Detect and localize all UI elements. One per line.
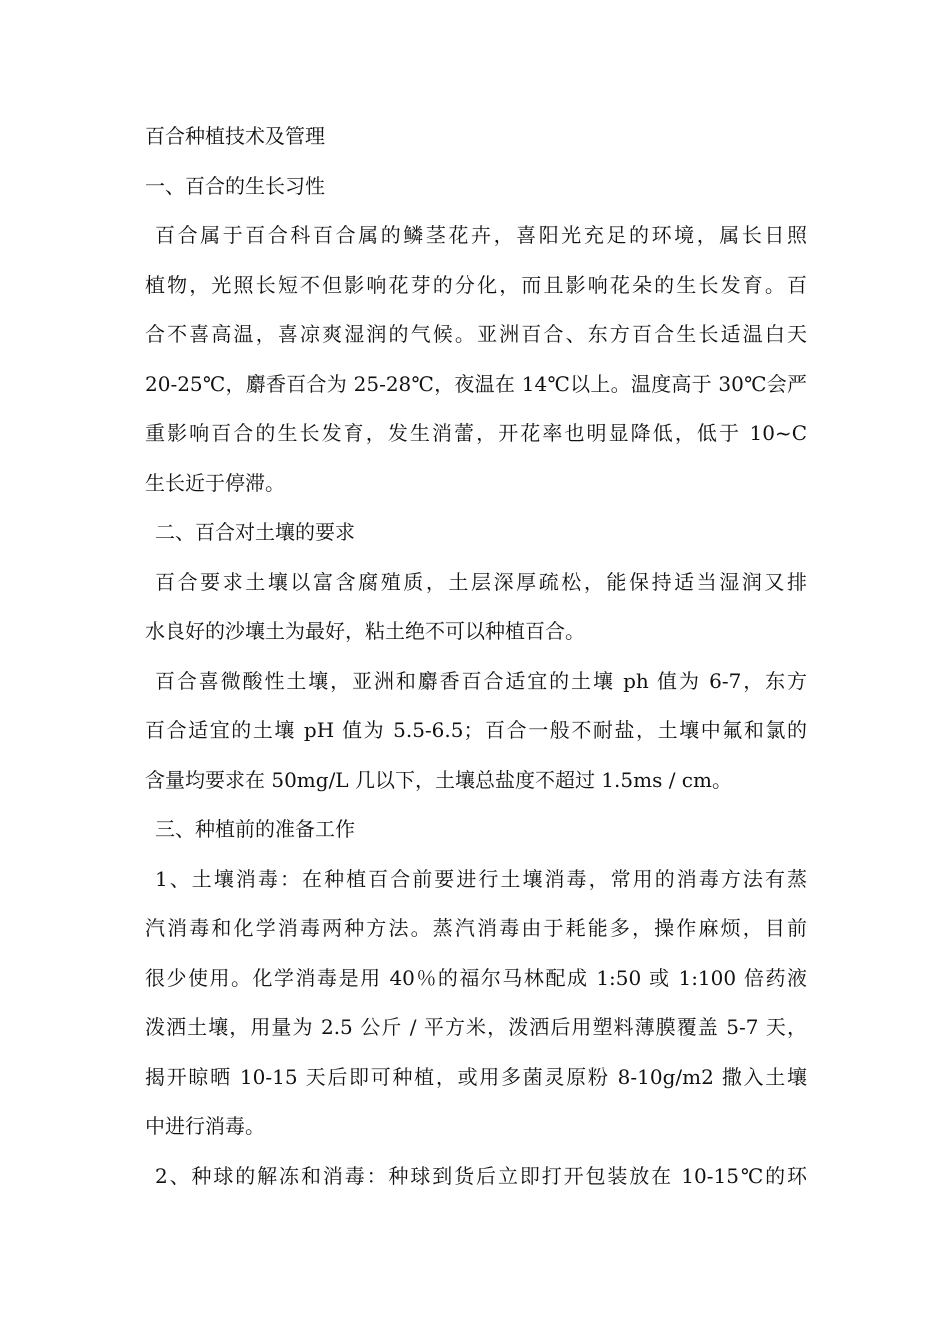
text-line: 2、种球的解冻和消毒：种球到货后立即打开包装放在 10-15℃的环: [155, 1163, 807, 1188]
text-line: 揭开晾晒 10-15 天后即可种植，或用多菌灵原粉 8-10g/m2 撒入土壤: [145, 1064, 807, 1089]
section-heading-2: 二、百合对土壤的要求: [155, 520, 355, 544]
text-line: 1、土壤消毒：在种植百合前要进行土壤消毒，常用的消毒方法有蒸: [155, 866, 807, 891]
text-line: 中进行消毒。: [145, 1114, 265, 1138]
document-page: [145, 112, 807, 1201]
text-line: 重影响百合的生长发育，发生消蕾，开花率也明显降低，低于 10~C: [145, 421, 807, 445]
text-line: 生长近于停滞。: [145, 470, 285, 495]
text-line: 百合要求土壤以富含腐殖质，土层深厚疏松，能保持适当湿润又排: [155, 569, 807, 594]
text-line: 水良好的沙壤土为最好，粘土绝不可以种植百合。: [145, 619, 585, 643]
text-line: 很少使用。化学消毒是用 40％的福尔马林配成 1:50 或 1:100 倍药液: [145, 965, 807, 990]
section-heading-1: 一、百合的生长习性: [145, 173, 325, 198]
document-title: 百合种植技术及管理: [145, 124, 325, 148]
text-line: 百合喜微酸性土壤，亚洲和麝香百合适宜的土壤 ph 值为 6-7，东方: [155, 668, 807, 693]
text-line: 百合适宜的土壤 pH 值为 5.5-6.5；百合一般不耐盐，土壤中氟和氯的: [145, 718, 807, 742]
text-line: 百合属于百合科百合属的鳞茎花卉，喜阳光充足的环境，属长日照: [155, 223, 807, 247]
text-line: 含量均要求在 50mg/L 几以下，土壤总盐度不超过 1.5ms / cm。: [145, 767, 732, 792]
text-line: 植物，光照长短不但影响花芽的分化，而且影响花朵的生长发育。百: [145, 272, 807, 297]
text-line: 20-25℃，麝香百合为 25-28℃，夜温在 14℃以上。温度高于 30℃会严: [145, 371, 807, 396]
section-heading-3: 三、种植前的准备工作: [155, 817, 355, 841]
text-line: 合不喜高温，喜凉爽湿润的气候。亚洲百合、东方百合生长适温白天: [145, 322, 807, 346]
text-line: 汽消毒和化学消毒两种方法。蒸汽消毒由于耗能多，操作麻烦，目前: [145, 916, 807, 940]
text-line: 泼洒土壤，用量为 2.5 公斤 / 平方米，泼洒后用塑料薄膜覆盖 5-7 天，: [145, 1015, 807, 1039]
